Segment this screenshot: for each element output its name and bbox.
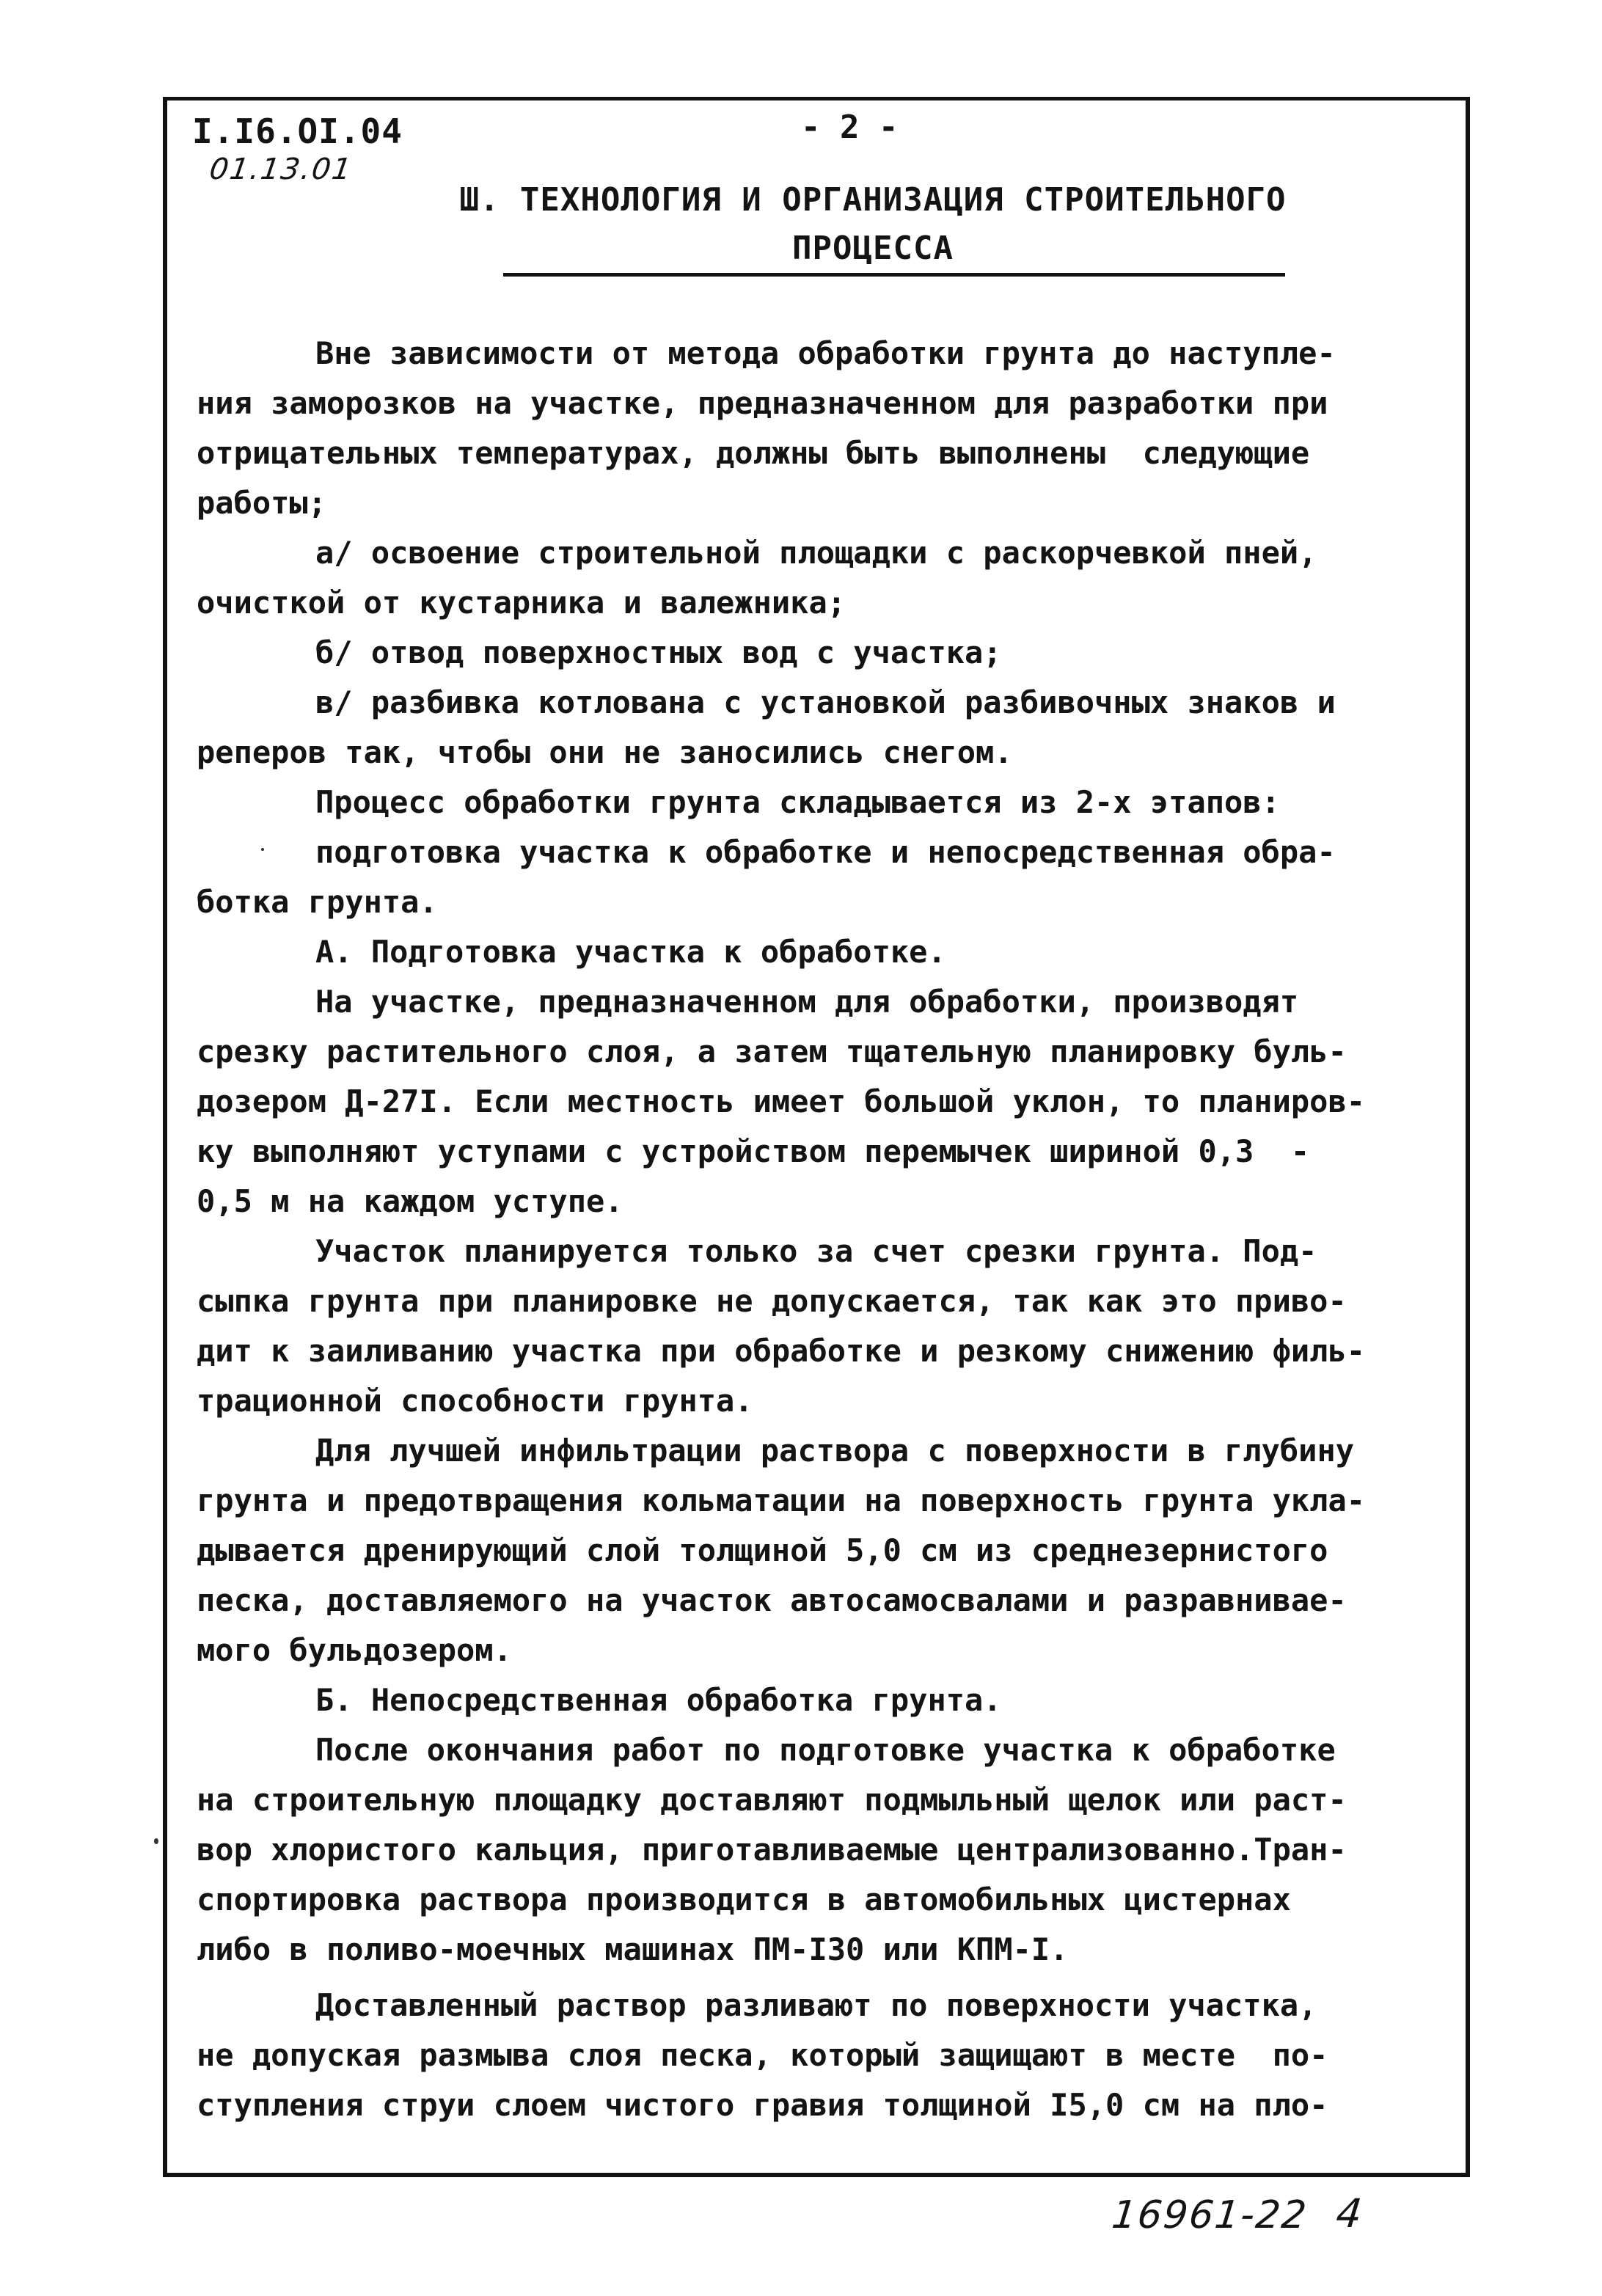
body-text (197, 329, 1451, 2130)
subsection-heading: Б. Непосредственная обработка грунта. (315, 1682, 1002, 1718)
scan-speck (261, 848, 264, 851)
section-heading (433, 176, 1313, 273)
text-line: ботка грунта. (197, 884, 438, 920)
text-line: ния заморозков на участке, предназначенном для разработки при (197, 385, 1328, 421)
text-line: После окончания работ по подготовке участка к обработке (315, 1732, 1336, 1768)
text-line: не допуская размыва слоя песка, который защищают в месте по- (197, 2037, 1328, 2073)
text-line: Вне зависимости от метода обработки грунта до наступле- (315, 335, 1336, 371)
text-line: на строительную площадку доставляют подмыльный щелок или раст- (197, 1782, 1347, 1818)
text-line: либо в поливо-моечных машинах ПМ-I30 или КПМ-I. (197, 1931, 1069, 1967)
text-line: Доставленный раствор разливают по поверхности участка, (315, 1987, 1317, 2023)
subsection-heading: А. Подготовка участка к обработке. (315, 934, 946, 970)
document-code: I.I6.OI.04 (192, 111, 403, 151)
text-line: работы; (197, 485, 327, 521)
text-line: дывается дренирующий слой толщиной 5,0 см из среднезернистого (197, 1532, 1328, 1568)
text-line: На участке, предназначенном для обработки, производят (315, 984, 1299, 1020)
text-line: Участок планируется только за счет срезки грунта. Под- (315, 1233, 1317, 1269)
text-line: дит к заиливанию участка при обработке и резкому снижению филь- (197, 1333, 1366, 1369)
text-line: ку выполняют уступами с устройством перемычек шириной 0,3 - (197, 1133, 1310, 1169)
text-line: грунта и предотвращения кольматации на поверхность грунта укла- (197, 1482, 1366, 1518)
document-code-handwritten: 01.13.01 (207, 153, 355, 186)
text-line: ступления струи слоем чистого гравия толщиной I5,0 см на пло- (197, 2087, 1328, 2123)
text-line: 0,5 м на каждом уступе. (197, 1183, 623, 1219)
archive-number: 16961-22 (1109, 2193, 1310, 2237)
text-line: очисткой от кустарника и валежника; (197, 585, 846, 621)
sheet-number: 4 (1334, 2190, 1364, 2237)
page-number: - 2 - (801, 109, 899, 146)
section-heading-line-1: Ш. ТЕХНОЛОГИЯ И ОРГАНИЗАЦИЯ СТРОИТЕЛЬНОГО (459, 181, 1287, 219)
scan-speck (154, 1838, 158, 1844)
text-line: Процесс обработки грунта складывается из 2-х этапов: (315, 784, 1280, 820)
text-line: сыпка грунта при планировке не допускается, так как это приво- (197, 1283, 1347, 1319)
text-line: в/ разбивка котлована с установкой разбивочных знаков и (315, 684, 1336, 720)
text-line: дозером Д-27I. Если местность имеет большой уклон, то планиров- (197, 1083, 1366, 1119)
text-line: а/ освоение строительной площадки с раскорчевкой пней, (315, 535, 1317, 571)
text-line: подготовка участка к обработке и непосредственная обра- (315, 834, 1336, 870)
text-line: Для лучшей инфильтрации раствора с поверхности в глубину (315, 1433, 1355, 1469)
text-line: реперов так, чтобы они не заносились снегом. (197, 734, 1013, 770)
text-line: срезку растительного слоя, а затем тщательную планировку буль- (197, 1034, 1347, 1070)
text-line: отрицательных температурах, должны быть выполнены следующие (197, 435, 1310, 471)
text-line: вор хлористого кальция, приготавливаемые централизованно.Тран- (197, 1832, 1347, 1868)
text-line: б/ отвод поверхностных вод с участка; (315, 635, 1002, 670)
section-heading-line-2: ПРОЦЕССА (792, 230, 954, 267)
text-line: трационной способности грунта. (197, 1383, 753, 1419)
text-line: песка, доставляемого на участок автосамосвалами и разравнивае- (197, 1582, 1347, 1618)
text-line: спортировка раствора производится в автомобильных цистернах (197, 1882, 1291, 1917)
text-line: мого бульдозером. (197, 1632, 512, 1668)
heading-underline (503, 273, 1285, 277)
